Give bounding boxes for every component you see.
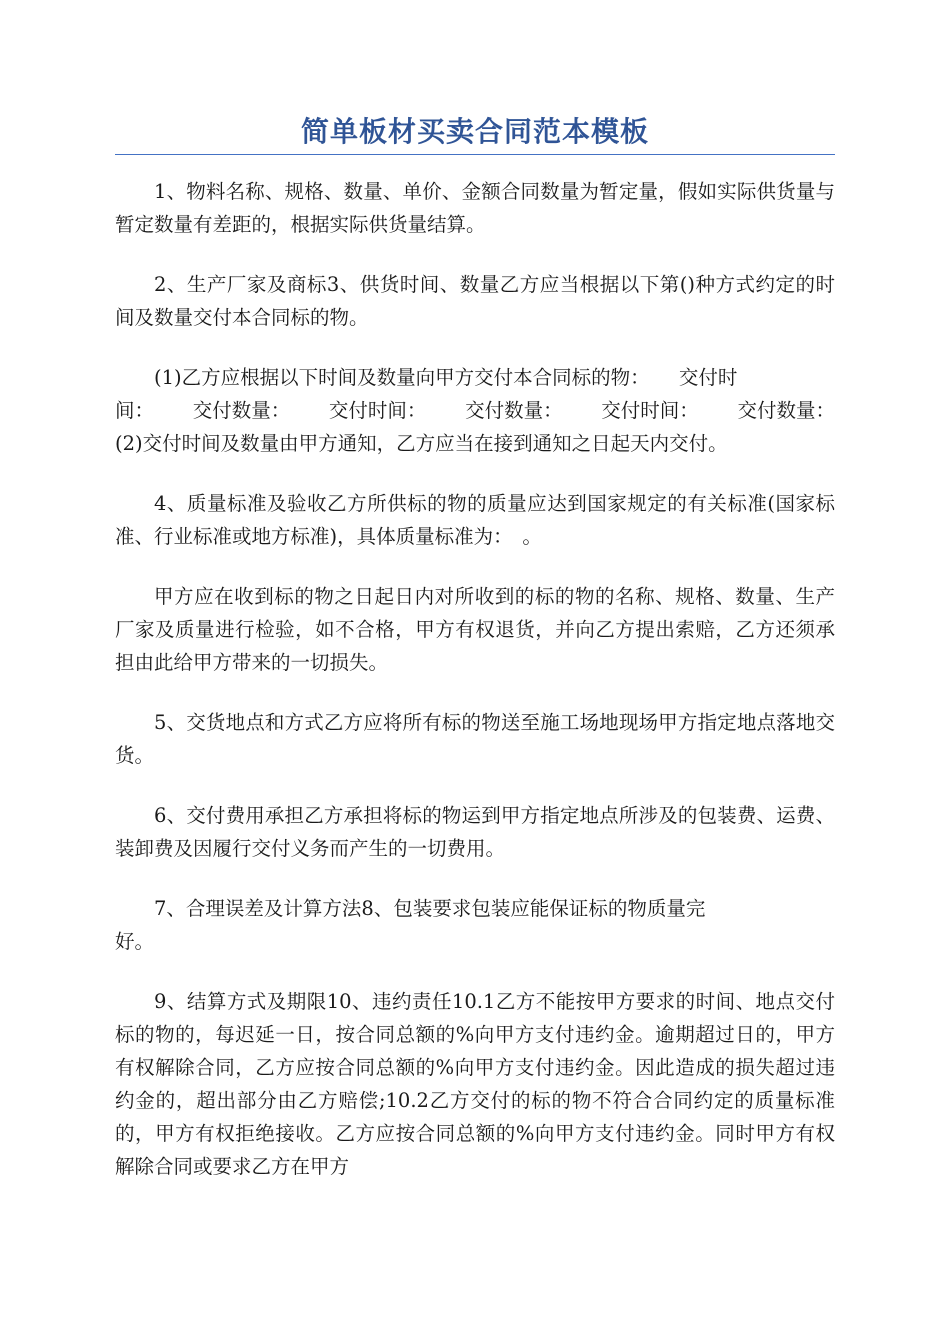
delivery-cell: 间： xyxy=(115,399,155,422)
paragraph-3 xyxy=(115,361,835,460)
delivery-cell: 交付时间： xyxy=(328,399,427,422)
document-title: 简单板材买卖合同范本模板 xyxy=(300,115,649,148)
delivery-cell: 交付数量： xyxy=(465,399,563,422)
paragraph-2: 2、生产厂家及商标3、供货时间、数量乙方应当根据以下第()种方式约定的时间及数量交付本合同标的物。 xyxy=(115,273,835,329)
paragraph-8 xyxy=(115,892,835,958)
document-page xyxy=(115,110,835,1183)
paragraph-1: 1、物料名称、规格、数量、单价、金额合同数量为暂定量，假如实际供货量与暂定数量有差距的，根据实际供货量结算。 xyxy=(115,180,835,236)
delivery-cell: 交付时间： xyxy=(601,399,699,422)
paragraph-6: 5、交货地点和方式乙方应将所有标的物送至施工场地现场甲方指定地点落地交货。 xyxy=(115,711,835,767)
paragraph-3-line-2 xyxy=(115,394,835,427)
delivery-cell: 交付数量： xyxy=(192,399,291,422)
paragraph-5: 甲方应在收到标的物之日起日内对所收到的标的物的名称、规格、数量、生产厂家及质量进行检验，如不合格，甲方有权退货，并向乙方提出索赔，乙方还须承担由此给甲方带来的一切损失。 xyxy=(115,585,835,674)
title-underline xyxy=(115,154,835,155)
paragraph-3-line-3: (2)交付时间及数量由甲方通知，乙方应当在接到通知之日起天内交付。 xyxy=(115,432,728,455)
paragraph-8-line-2: 好。 xyxy=(115,930,155,953)
paragraph-3-line-1: (1)乙方应根据以下时间及数量向甲方交付本合同标的物： 交付时 xyxy=(154,366,738,389)
paragraph-7: 6、交付费用承担乙方承担将标的物运到甲方指定地点所涉及的包装费、运费、装卸费及因履行交付义务而产生的一切费用。 xyxy=(115,804,835,860)
paragraph-8-line-1: 7、合理误差及计算方法8、包装要求包装应能保证标的物质量完 xyxy=(154,897,706,920)
paragraph-4: 4、质量标准及验收乙方所供标的物的质量应达到国家规定的有关标准(国家标准、行业标准或地方标准)，具体质量标准为： 。 xyxy=(115,492,835,548)
delivery-cell: 交付数量： xyxy=(737,399,835,422)
paragraph-9: 9、结算方式及期限10、违约责任10.1乙方不能按甲方要求的时间、地点交付标的物的，每迟延一日，按合同总额的%向甲方支付违约金。逾期超过日的，甲方有权解除合同，乙方应按合同总额的%向甲方支付违约金。因此造成的损失超过违约金的，超出部分由乙方赔偿;10.2乙方交付的标的物不符合合同约定的质量标准的，甲方有权拒绝接收。乙方应按合同总额的%向甲方支付违约金。同时甲方有权解除合同或要求乙方在甲方 xyxy=(115,990,835,1178)
